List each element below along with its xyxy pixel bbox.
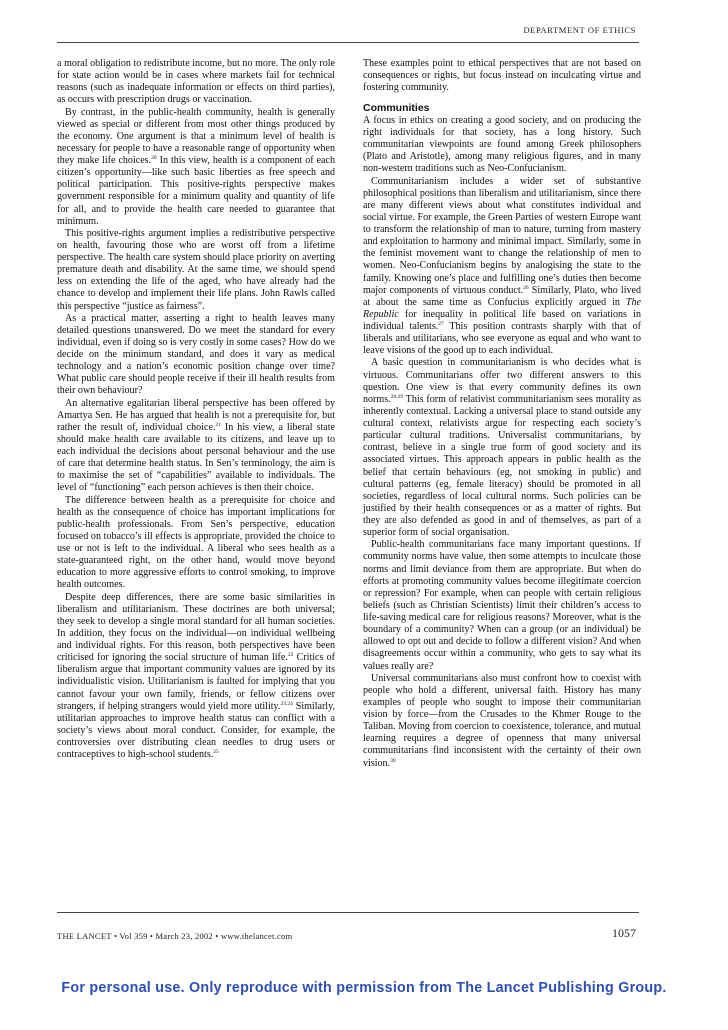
header-rule — [57, 42, 639, 43]
footer-rule — [57, 912, 639, 913]
citation-ref[interactable]: 27 — [438, 321, 444, 327]
paragraph: a moral obligation to redistribute income, but no more. The only role for state action would be in cases where markets fail for technical reasons (such as inadequate information or effects on third parties), as occurs with prescription drugs or vaccination. — [57, 58, 335, 106]
paragraph: As a practical matter, asserting a right to health leaves many detailed questions unanswered. Do we meet the standard for every individual, even if doing so is very costly in some cases? How do we decide on the minimum standard, and does it vary as medical technology and a nation’s economic position change over time? What public care should people receive if their ill health results from their own behaviour? — [57, 312, 335, 397]
paragraph: Universal communitarians also must confront how to coexist with people who hold a different, universal faith. History has many examples of people who sought to impose their communitarian vision by force—from the Crusades to the Khmer Rouge to the Taliban. Moving from coercion to coexistence, tolerance, and mutual learning requires a degree of openness that many universal communitarians find inconsistent with the certainty of their own vision.$^{30}$ — [363, 672, 641, 769]
citation-ref[interactable]: 26 — [523, 284, 529, 291]
section-header: DEPARTMENT OF ETHICS — [523, 25, 636, 35]
left-column — [57, 58, 335, 761]
paragraph: Public-health communitarians face many important questions. If community norms have value, then some attempts to inculcate those norms and limit deviance from them are appropriate. But when do efforts at promoting community values become illegitimate coercion or repression? For example, when can people with certain religious beliefs (such as Christian Scientists) limit their children’s access to life-saving medical care for religious reasons? Moreover, what is the boundary of a community? When can a group (or an individual) be allowed to opt out and decide to follow a different vision? And when disagreements occur within a community, who gets to say what its values really are? — [363, 539, 641, 672]
paragraph: An alternative egalitarian liberal perspective has been offered by Amartya Sen. He has argued that health is not a prerequisite for, but rather the result of, individual choice.$^{21}$ In his view, a liberal state should make health care available to its citizens, and leave up to each individual the decisions about personal behaviour and the use of care that determine health status. In Sen’s terminology, the aim is to maximise the set of “capabilities” available to individuals. The level of “functioning” each person achieves is then their choice. — [57, 397, 335, 494]
citation-ref[interactable]: 21 — [215, 421, 221, 428]
paragraph: This positive-rights argument implies a redistributive perspective on health, favouring those who are worst off from a lifetime perspective. The health care system should place priority on averting premature death and disability. At the same time, we should spend less on extending the life of the aged, who have already had the chance to develop and implement their life plans. John Rawls called this perspective “justice as fairness”. — [57, 227, 335, 312]
permission-notice: For personal use. Only reproduce with permission from The Lancet Publishing Group. — [61, 980, 667, 996]
citation-ref[interactable]: 28,29 — [390, 393, 404, 400]
citation-ref[interactable]: 20 — [151, 155, 157, 161]
section-heading: Communities — [363, 102, 430, 115]
journal-citation: THE LANCET • Vol 359 • March 23, 2002 • www.thelancet.com — [57, 931, 293, 941]
paragraph: A focus in ethics on creating a good society, and on producing the right individuals for that society, has a long history. Such communitarian viewpoints are found among Greek philosophers (Plato and Aristotle), among many religious figures, and in many non-western traditions such as Neo-Confucianism. — [363, 114, 641, 175]
page-number: 1057 — [612, 926, 636, 940]
right-column — [363, 58, 641, 770]
paragraph: By contrast, in the public-health community, health is generally viewed as special or different from most other things produced by the economy. One argument is that a minimum level of health is necessary for people to have a reasonable range of opportunity when they make life choices.$^{20}$ In this view, health is a component of each citizen’s opportunity—like such basic liberties as free speech and political participation. This positive-rights perspective makes government responsible for a minimum quality and quantity of life for all, and to provide the health care needed to guarantee that minimum. — [57, 106, 335, 227]
citation-ref[interactable]: 23,24 — [280, 700, 293, 707]
citation-ref[interactable]: 22 — [287, 652, 294, 659]
citation-ref[interactable]: 25 — [213, 749, 219, 756]
paragraph: A basic question in communitarianism is who decides what is virtuous. Communitarians offer two different answers to this question. One view is that every community defines its own norms.$^{28,29}$ This form of relativist communitarianism sees morality as inherently contextual. Lacking a universal place to stand outside any cultural context, relativists argue for respecting each society’s particular cultural traditions. Universalist communitarians, by contrast, believe in a single true form of good society and its associated virtues. This approach appears in public health as the belief that certain behaviours (eg, not smoking in public) and cultural patterns (eg, female literacy) should be promoted in all societies, regardless of local cultural norms. Such policies can be justified by their health consequences or as a matter of rights. But they are also defended as good in and of themselves, as part of a superior form of social organisation. — [363, 357, 641, 539]
book-title: The Republic — [363, 296, 641, 320]
paragraph: These examples point to ethical perspectives that are not based on consequences or rights, but focus instead on inculcating virtue and fostering community. — [363, 58, 641, 94]
paragraph: Despite deep differences, there are some basic similarities in liberalism and utilitarianism. These doctrines are both universal; they seek to develop a single moral standard for all human societies. In addition, they focus on the individual—on individual wellbeing and individual rights. For this reason, both perspectives have been criticised for ignoring the social structure of human life.$^{22}$ Critics of liberalism argue that important community values are ignored by its individualistic vision. Utilitarianism is faulted for implying that you cannot favour your own family, friends, or fellow citizens over strangers, if helping strangers would yield more utility.$^{23,24}$ Similarly, utilitarian approaches to improve health status can conflict with a society’s views about moral conduct. Consider, for example, the controversies over distributing clean needles to drug users or contraceptives to high-school students.$^{25}$ — [57, 591, 335, 761]
paragraph: The difference between health as a prerequisite for choice and health as the consequence of choice has important implications for public-health professionals. From Sen’s perspective, education focused on tobacco’s ill effects is appropriate, provided the choice to use or not is left to the individual. A liberal who sees health as a state-guaranteed right, on the other hand, would move beyond education to more aggressive efforts to control smoking, to improve health outcomes. — [57, 494, 335, 591]
paragraph: Communitarianism includes a wider set of substantive philosophical positions than liberalism and utilitarianism, since there are many different views about what constitutes individual and social virtue. For example, the Green Parties of western Europe want to transform the relationship of man to nature, turning from mastery and exploitation to harmony and minimal impact. Similarly, some in the feminist movement want to change the relationship of men to women. Neo-Confucianism begins by analogising the state to the family. Knowing one’s place and fulfilling one’s duties then become major components of virtuous conduct.$^{26}$ Similarly, Plato, who lived at about the same time as Confucius explicitly argued in The Republic for inequality in political life based on variations in individual talents.$^{27}$ This position contrasts sharply with that of liberals and utilitarians, who see everyone as equal and who want to leave visions of the good up to each individual. — [363, 175, 642, 357]
citation-ref[interactable]: 30 — [390, 757, 396, 764]
